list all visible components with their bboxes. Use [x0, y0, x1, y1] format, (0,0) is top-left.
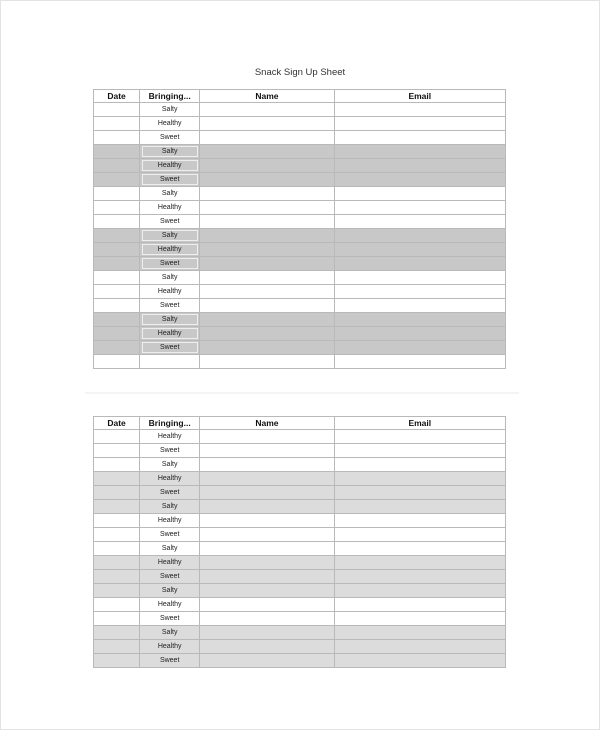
email-cell[interactable] [334, 341, 505, 355]
bringing-cell [140, 313, 200, 327]
bringing-cell [140, 570, 200, 584]
bringing-label: Salty [142, 314, 198, 325]
date-cell[interactable] [94, 187, 140, 201]
table-row [94, 514, 506, 528]
email-cell[interactable] [334, 313, 505, 327]
table-row [94, 598, 506, 612]
bringing-label: Sweet [142, 258, 198, 269]
table-row [94, 299, 506, 313]
email-cell[interactable] [334, 486, 505, 500]
header-date: Date [94, 90, 140, 103]
date-cell[interactable] [94, 472, 140, 486]
date-cell[interactable] [94, 341, 140, 355]
date-cell[interactable] [94, 299, 140, 313]
name-cell[interactable] [200, 458, 334, 472]
name-cell[interactable] [200, 570, 334, 584]
bringing-label: Salty [161, 461, 178, 468]
table-row [94, 626, 506, 640]
bringing-cell [140, 598, 200, 612]
table-row [94, 570, 506, 584]
bringing-label: Healthy [157, 643, 182, 650]
date-cell[interactable] [94, 612, 140, 626]
name-cell[interactable] [200, 612, 334, 626]
signup-table-2 [93, 416, 506, 668]
bringing-label: Healthy [157, 433, 182, 440]
table-row [94, 145, 506, 159]
table-row [94, 243, 506, 257]
bringing-label: Healthy [157, 288, 182, 295]
bringing-label: Sweet [142, 174, 198, 185]
table-row [94, 355, 506, 369]
table-row [94, 654, 506, 668]
table-row [94, 313, 506, 327]
date-cell[interactable] [94, 486, 140, 500]
name-cell[interactable] [200, 430, 334, 444]
date-cell[interactable] [94, 271, 140, 285]
bringing-cell [140, 355, 200, 369]
table-row [94, 117, 506, 131]
table-row [94, 103, 506, 117]
bringing-cell [140, 117, 200, 131]
email-cell[interactable] [334, 229, 505, 243]
email-cell[interactable] [334, 584, 505, 598]
name-cell[interactable] [200, 215, 334, 229]
bringing-cell [140, 500, 200, 514]
bringing-label: Sweet [159, 657, 180, 664]
bringing-cell [140, 640, 200, 654]
name-cell[interactable] [200, 187, 334, 201]
date-cell[interactable] [94, 626, 140, 640]
email-cell[interactable] [334, 201, 505, 215]
bringing-cell [140, 229, 200, 243]
bringing-cell [140, 271, 200, 285]
date-cell[interactable] [94, 145, 140, 159]
date-cell[interactable] [94, 327, 140, 341]
table-row [94, 486, 506, 500]
table-row [94, 472, 506, 486]
bringing-cell [140, 486, 200, 500]
name-cell[interactable] [200, 257, 334, 271]
name-cell[interactable] [200, 145, 334, 159]
name-cell[interactable] [200, 626, 334, 640]
bringing-cell [140, 257, 200, 271]
bringing-cell [140, 654, 200, 668]
bringing-label: Sweet [159, 218, 180, 225]
bringing-label: Healthy [157, 517, 182, 524]
header-email: Email [334, 417, 505, 430]
name-cell[interactable] [200, 117, 334, 131]
name-cell[interactable] [200, 131, 334, 145]
table-row [94, 542, 506, 556]
bringing-label: Sweet [159, 573, 180, 580]
email-cell[interactable] [334, 528, 505, 542]
email-cell[interactable] [334, 626, 505, 640]
email-cell[interactable] [334, 243, 505, 257]
header-name: Name [200, 417, 334, 430]
table-row [94, 215, 506, 229]
bringing-cell [140, 299, 200, 313]
bringing-label: Healthy [157, 204, 182, 211]
bringing-cell [140, 542, 200, 556]
bringing-label: Salty [161, 587, 178, 594]
bringing-label: Salty [161, 629, 178, 636]
date-cell[interactable] [94, 285, 140, 299]
header-row [94, 417, 506, 430]
name-cell[interactable] [200, 103, 334, 117]
email-cell[interactable] [334, 327, 505, 341]
date-cell[interactable] [94, 173, 140, 187]
bringing-cell [140, 187, 200, 201]
date-cell[interactable] [94, 103, 140, 117]
date-cell[interactable] [94, 556, 140, 570]
bringing-cell [140, 514, 200, 528]
email-cell[interactable] [334, 654, 505, 668]
bringing-label: Sweet [159, 447, 180, 454]
name-cell[interactable] [200, 654, 334, 668]
name-cell[interactable] [200, 173, 334, 187]
table-row [94, 458, 506, 472]
email-cell[interactable] [334, 117, 505, 131]
name-cell[interactable] [200, 444, 334, 458]
date-cell[interactable] [94, 243, 140, 257]
header-email: Email [334, 90, 505, 103]
sheet-title: Snack Sign Up Sheet [254, 67, 346, 78]
date-cell[interactable] [94, 117, 140, 131]
bringing-cell [140, 430, 200, 444]
table-row [94, 341, 506, 355]
name-cell[interactable] [200, 486, 334, 500]
email-cell[interactable] [334, 556, 505, 570]
email-cell[interactable] [334, 472, 505, 486]
bringing-label: Sweet [159, 489, 180, 496]
date-cell[interactable] [94, 257, 140, 271]
table-row [94, 612, 506, 626]
table-row [94, 327, 506, 341]
bringing-cell [140, 173, 200, 187]
name-cell[interactable] [200, 229, 334, 243]
name-cell[interactable] [200, 542, 334, 556]
bringing-label: Sweet [159, 531, 180, 538]
bringing-label: Salty [161, 190, 178, 197]
bringing-label: Salty [142, 146, 198, 157]
name-cell[interactable] [200, 472, 334, 486]
table-row [94, 229, 506, 243]
header-date: Date [94, 417, 140, 430]
date-cell[interactable] [94, 229, 140, 243]
table-row [94, 285, 506, 299]
table-row [94, 556, 506, 570]
name-cell[interactable] [200, 556, 334, 570]
email-cell[interactable] [334, 257, 505, 271]
bringing-label: Healthy [157, 475, 182, 482]
email-cell[interactable] [334, 215, 505, 229]
email-cell[interactable] [334, 187, 505, 201]
bringing-label: Sweet [159, 615, 180, 622]
bringing-cell [140, 327, 200, 341]
email-cell[interactable] [334, 103, 505, 117]
name-cell[interactable] [200, 514, 334, 528]
table-row [94, 159, 506, 173]
bringing-cell [140, 444, 200, 458]
bringing-cell [140, 285, 200, 299]
name-cell[interactable] [200, 598, 334, 612]
email-cell[interactable] [334, 299, 505, 313]
email-cell[interactable] [334, 145, 505, 159]
email-cell[interactable] [334, 285, 505, 299]
date-cell[interactable] [94, 640, 140, 654]
bringing-cell [140, 556, 200, 570]
email-cell[interactable] [334, 514, 505, 528]
date-cell[interactable] [94, 528, 140, 542]
bringing-cell [140, 215, 200, 229]
page-divider [85, 392, 519, 394]
table-row [94, 201, 506, 215]
date-cell[interactable] [94, 215, 140, 229]
date-cell[interactable] [94, 355, 140, 369]
date-cell[interactable] [94, 584, 140, 598]
date-cell[interactable] [94, 313, 140, 327]
email-cell[interactable] [334, 159, 505, 173]
date-cell[interactable] [94, 570, 140, 584]
date-cell[interactable] [94, 201, 140, 215]
table-row [94, 173, 506, 187]
bringing-label: Healthy [157, 120, 182, 127]
header-bringing: Bringing... [140, 417, 200, 430]
bringing-cell [140, 159, 200, 173]
table-row [94, 584, 506, 598]
table-row [94, 131, 506, 145]
date-cell[interactable] [94, 654, 140, 668]
bringing-label: Sweet [159, 302, 180, 309]
email-cell[interactable] [334, 355, 505, 369]
email-cell[interactable] [334, 131, 505, 145]
email-cell[interactable] [334, 542, 505, 556]
table-row [94, 187, 506, 201]
email-cell[interactable] [334, 458, 505, 472]
name-cell[interactable] [200, 285, 334, 299]
table-row [94, 257, 506, 271]
bringing-cell [140, 626, 200, 640]
date-cell[interactable] [94, 131, 140, 145]
bringing-label: Salty [142, 230, 198, 241]
name-cell[interactable] [200, 271, 334, 285]
name-cell[interactable] [200, 528, 334, 542]
table-row [94, 444, 506, 458]
date-cell[interactable] [94, 542, 140, 556]
name-cell[interactable] [200, 313, 334, 327]
header-bringing: Bringing... [140, 90, 200, 103]
date-cell[interactable] [94, 159, 140, 173]
bringing-cell [140, 612, 200, 626]
bringing-cell [140, 528, 200, 542]
bringing-cell [140, 472, 200, 486]
email-cell[interactable] [334, 444, 505, 458]
bringing-label: Sweet [142, 342, 198, 353]
bringing-label: Healthy [157, 601, 182, 608]
bringing-cell [140, 103, 200, 117]
bringing-label: Healthy [142, 244, 198, 255]
name-cell[interactable] [200, 640, 334, 654]
date-cell[interactable] [94, 458, 140, 472]
name-cell[interactable] [200, 327, 334, 341]
email-cell[interactable] [334, 500, 505, 514]
bringing-label: Healthy [157, 559, 182, 566]
table-row [94, 500, 506, 514]
bringing-label: Salty [161, 274, 178, 281]
header-row [94, 90, 506, 103]
date-cell[interactable] [94, 514, 140, 528]
email-cell[interactable] [334, 598, 505, 612]
name-cell[interactable] [200, 341, 334, 355]
email-cell[interactable] [334, 173, 505, 187]
table-row [94, 271, 506, 285]
date-cell[interactable] [94, 444, 140, 458]
header-name: Name [200, 90, 334, 103]
bringing-cell [140, 201, 200, 215]
bringing-cell [140, 458, 200, 472]
email-cell[interactable] [334, 271, 505, 285]
table-row [94, 430, 506, 444]
name-cell[interactable] [200, 299, 334, 313]
bringing-label: Sweet [159, 134, 180, 141]
bringing-cell [140, 243, 200, 257]
date-cell[interactable] [94, 598, 140, 612]
email-cell[interactable] [334, 640, 505, 654]
signup-table-1 [93, 89, 506, 369]
bringing-cell [140, 145, 200, 159]
name-cell[interactable] [200, 584, 334, 598]
bringing-label: Salty [161, 106, 178, 113]
bringing-label: Healthy [142, 328, 198, 339]
date-cell[interactable] [94, 500, 140, 514]
bringing-cell [140, 584, 200, 598]
name-cell[interactable] [200, 159, 334, 173]
bringing-label: Salty [161, 503, 178, 510]
bringing-cell [140, 341, 200, 355]
name-cell[interactable] [200, 355, 334, 369]
email-cell[interactable] [334, 570, 505, 584]
date-cell[interactable] [94, 430, 140, 444]
name-cell[interactable] [200, 243, 334, 257]
email-cell[interactable] [334, 430, 505, 444]
bringing-label: Salty [161, 545, 178, 552]
bringing-label: Healthy [142, 160, 198, 171]
name-cell[interactable] [200, 500, 334, 514]
table-row [94, 640, 506, 654]
bringing-cell [140, 131, 200, 145]
table-row [94, 528, 506, 542]
name-cell[interactable] [200, 201, 334, 215]
email-cell[interactable] [334, 612, 505, 626]
